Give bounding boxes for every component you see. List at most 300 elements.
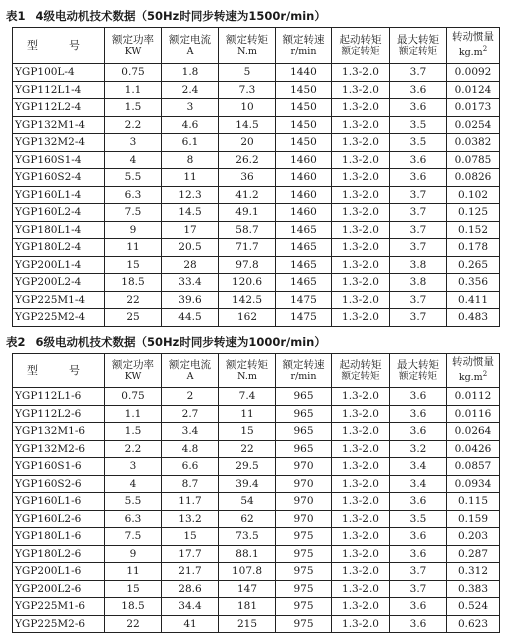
table1-row — [13, 134, 500, 152]
table1-value-cell: 28 — [162, 256, 219, 274]
table2-value-cell: 0.383 — [447, 580, 500, 598]
table1-value-cell: 1460 — [276, 169, 332, 187]
table1-value-cell: 3.5 — [390, 134, 447, 152]
table1-header-unit-superscript: 2 — [482, 45, 488, 54]
table2-value-cell: 0.623 — [447, 615, 500, 633]
table2-value-cell: 13.2 — [162, 510, 219, 528]
table1-value-cell: 1.3-2.0 — [332, 274, 390, 292]
table1-value-cell: 1.8 — [162, 64, 219, 82]
table2-header-line1: 转动惯量 — [452, 356, 494, 369]
table1-header-unit: r/min — [290, 45, 317, 57]
table2-value-cell: 1.3-2.0 — [332, 405, 390, 423]
table2-value-cell: 1.3-2.0 — [332, 493, 390, 511]
table1-value-cell: 0.0254 — [447, 116, 500, 134]
table1-value-cell: 10 — [219, 99, 276, 117]
table1-model-cell: YGP180L2-4 — [13, 239, 105, 257]
table1-value-cell: 1465 — [276, 274, 332, 292]
table1-value-cell: 3.8 — [390, 274, 447, 292]
table2-value-cell: 975 — [276, 563, 332, 581]
table1-value-cell: 142.5 — [219, 291, 276, 309]
table1-header-cell — [276, 28, 332, 64]
table2-row — [13, 598, 500, 616]
table2-header-cell — [276, 354, 332, 388]
table2-value-cell: 0.203 — [447, 528, 500, 546]
table1-value-cell: 44.5 — [162, 309, 219, 327]
table1-value-cell: 0.0124 — [447, 81, 500, 99]
table2-value-cell: 3.4 — [390, 475, 447, 493]
table2-value-cell: 2.2 — [105, 440, 162, 458]
table2-value-cell: 11.7 — [162, 493, 219, 511]
table1-value-cell: 1450 — [276, 99, 332, 117]
table2-header-line2 — [105, 371, 161, 383]
table1-header-cell — [105, 28, 162, 64]
table2-row — [13, 405, 500, 423]
table2-row — [13, 475, 500, 493]
table2-value-cell: 975 — [276, 545, 332, 563]
table2-value-cell: 970 — [276, 493, 332, 511]
table1-value-cell: 1440 — [276, 64, 332, 82]
table2-value-cell: 9 — [105, 545, 162, 563]
table2-header-line1: 最大转矩 — [397, 358, 439, 371]
table1-value-cell: 1.3-2.0 — [332, 99, 390, 117]
table1-value-cell: 8 — [162, 151, 219, 169]
table1-header-row — [13, 28, 500, 64]
table2-model-cell: YGP160S1-6 — [13, 458, 105, 476]
table2-value-cell: 965 — [276, 388, 332, 406]
table1-value-cell: 3.7 — [390, 239, 447, 257]
table2-header-cell — [105, 354, 162, 388]
table1-value-cell: 7.5 — [105, 204, 162, 222]
table1-value-cell: 1.3-2.0 — [332, 239, 390, 257]
table1-value-cell: 3.6 — [390, 169, 447, 187]
table2-value-cell: 1.3-2.0 — [332, 545, 390, 563]
table2-value-cell: 29.5 — [219, 458, 276, 476]
table1-header-line2 — [276, 46, 331, 58]
table1-value-cell: 0.125 — [447, 204, 500, 222]
table2-value-cell: 1.3-2.0 — [332, 528, 390, 546]
table1-row — [13, 239, 500, 257]
table2-header-cell — [447, 354, 500, 388]
table2-model-cell: YGP180L1-6 — [13, 528, 105, 546]
table2-header-unit: r/min — [290, 370, 317, 382]
table1-model-cell: YGP100L-4 — [13, 64, 105, 82]
table2-value-cell: 11 — [105, 563, 162, 581]
table2-value-cell: 7.4 — [219, 388, 276, 406]
table2-header-line1: 额定电流 — [169, 358, 211, 371]
table2-value-cell: 3.6 — [390, 388, 447, 406]
table1-value-cell: 4 — [105, 151, 162, 169]
table1-value-cell: 3.6 — [390, 151, 447, 169]
table1-row — [13, 64, 500, 82]
table2-value-cell: 21.7 — [162, 563, 219, 581]
table1-value-cell: 0.75 — [105, 64, 162, 82]
table2-value-cell: 3.6 — [390, 528, 447, 546]
table1-value-cell: 14.5 — [219, 116, 276, 134]
table2-value-cell: 3.6 — [390, 423, 447, 441]
table2-value-cell: 3.6 — [390, 598, 447, 616]
table1-value-cell: 0.356 — [447, 274, 500, 292]
table2-row — [13, 458, 500, 476]
table1-value-cell: 3.7 — [390, 291, 447, 309]
table1-value-cell: 0.102 — [447, 186, 500, 204]
table1-value-cell: 97.8 — [219, 256, 276, 274]
table2-row — [13, 528, 500, 546]
table2-value-cell: 0.0112 — [447, 388, 500, 406]
table2-row — [13, 615, 500, 633]
table2-header-line2 — [332, 371, 389, 383]
table2-value-cell: 0.115 — [447, 493, 500, 511]
table2-value-cell: 2 — [162, 388, 219, 406]
table1-value-cell: 0.0785 — [447, 151, 500, 169]
table1-value-cell: 26.2 — [219, 151, 276, 169]
table1-model-cell: YGP200L2-4 — [13, 274, 105, 292]
table2-value-cell: 5.5 — [105, 493, 162, 511]
table1-value-cell: 1450 — [276, 81, 332, 99]
table1-header-line2 — [219, 46, 275, 58]
table2-header-cell — [332, 354, 390, 388]
table1-value-cell: 14.5 — [162, 204, 219, 222]
table2-value-cell: 0.312 — [447, 563, 500, 581]
table1-value-cell: 18.5 — [105, 274, 162, 292]
table1-header-cell — [162, 28, 219, 64]
table2-value-cell: 18.5 — [105, 598, 162, 616]
table1-header-line2 — [390, 46, 446, 58]
table1-value-cell: 162 — [219, 309, 276, 327]
table2-value-cell: 28.6 — [162, 580, 219, 598]
table1-value-cell: 1.3-2.0 — [332, 134, 390, 152]
table2-caption-text: 6级电动机技术数据（50Hz时同步转速为1000r/min） — [35, 335, 326, 349]
table1-value-cell: 1.3-2.0 — [332, 81, 390, 99]
table1-value-cell: 120.6 — [219, 274, 276, 292]
table1-model-cell: YGP160L2-4 — [13, 204, 105, 222]
table2-model-cell: YGP132M2-6 — [13, 440, 105, 458]
table1-value-cell: 1.5 — [105, 99, 162, 117]
table2-value-cell: 88.1 — [219, 545, 276, 563]
table1-model-cell: YGP200L1-4 — [13, 256, 105, 274]
table2-header-line2 — [219, 371, 275, 383]
table2-value-cell: 1.3-2.0 — [332, 615, 390, 633]
table2-value-cell: 73.5 — [219, 528, 276, 546]
table2-value-cell: 3.7 — [390, 563, 447, 581]
table1-value-cell: 17 — [162, 221, 219, 239]
table1-row — [13, 169, 500, 187]
table2-header-cell — [390, 354, 447, 388]
table1-value-cell: 1.3-2.0 — [332, 221, 390, 239]
table2-model-cell: YGP132M1-6 — [13, 423, 105, 441]
table2-value-cell: 3.7 — [390, 580, 447, 598]
table2-value-cell: 0.75 — [105, 388, 162, 406]
table2-row — [13, 545, 500, 563]
table1-header-cell — [219, 28, 276, 64]
table1-value-cell: 25 — [105, 309, 162, 327]
table2-header-line2 — [390, 371, 446, 383]
table2-value-cell: 22 — [219, 440, 276, 458]
table1-value-cell: 1.3-2.0 — [332, 151, 390, 169]
table1-value-cell: 3 — [105, 134, 162, 152]
table2-value-cell: 6.6 — [162, 458, 219, 476]
table2-value-cell: 0.287 — [447, 545, 500, 563]
table1-row — [13, 291, 500, 309]
table1-value-cell: 71.7 — [219, 239, 276, 257]
table2-header-unit: 额定转矩 — [398, 370, 437, 382]
table1-value-cell: 3.5 — [390, 116, 447, 134]
table2-header-cell — [13, 354, 105, 388]
table1-row — [13, 256, 500, 274]
table1-value-cell: 4.6 — [162, 116, 219, 134]
table2-model-cell: YGP160S2-6 — [13, 475, 105, 493]
table1-value-cell: 1450 — [276, 116, 332, 134]
table2-header-line1: 型 号 — [27, 363, 90, 377]
table2-model-cell: YGP112L1-6 — [13, 388, 105, 406]
table1-value-cell: 0.411 — [447, 291, 500, 309]
table1-value-cell: 0.152 — [447, 221, 500, 239]
table1-header-line1: 额定转速 — [282, 33, 325, 46]
table1-value-cell: 1.1 — [105, 81, 162, 99]
table2-header-cell — [162, 354, 219, 388]
table1-value-cell: 1460 — [276, 151, 332, 169]
table1-caption-number: 表1 — [6, 9, 26, 23]
table1-value-cell: 1.3-2.0 — [332, 116, 390, 134]
table2-header-line2 — [162, 371, 218, 383]
table2-value-cell: 8.7 — [162, 475, 219, 493]
table2-value-cell: 3.2 — [390, 440, 447, 458]
table2-model-cell: YGP112L2-6 — [13, 405, 105, 423]
table1-value-cell: 39.6 — [162, 291, 219, 309]
table2-value-cell: 11 — [219, 405, 276, 423]
table1-4-pole-motor-data — [12, 27, 500, 327]
table1-value-cell: 22 — [105, 291, 162, 309]
table2-value-cell: 975 — [276, 598, 332, 616]
table2-header-line1: 起动转矩 — [339, 358, 382, 371]
table2-value-cell: 0.524 — [447, 598, 500, 616]
table2-value-cell: 1.3-2.0 — [332, 458, 390, 476]
table1-value-cell: 1.3-2.0 — [332, 169, 390, 187]
table1-value-cell: 3.7 — [390, 186, 447, 204]
table2-header-cell — [219, 354, 276, 388]
table2-row — [13, 510, 500, 528]
table2-value-cell: 17.7 — [162, 545, 219, 563]
table2-model-cell: YGP225M1-6 — [13, 598, 105, 616]
table1-value-cell: 1.3-2.0 — [332, 204, 390, 222]
table1-value-cell: 5.5 — [105, 169, 162, 187]
table1-model-cell: YGP180L1-4 — [13, 221, 105, 239]
table1-value-cell: 3.7 — [390, 64, 447, 82]
table2-value-cell: 965 — [276, 405, 332, 423]
table1-value-cell: 1.3-2.0 — [332, 186, 390, 204]
table2-header-row — [13, 354, 500, 388]
table2-model-cell: YGP180L2-6 — [13, 545, 105, 563]
table2-value-cell: 3.6 — [390, 493, 447, 511]
table1-row — [13, 81, 500, 99]
table1-value-cell: 3.7 — [390, 204, 447, 222]
table2-value-cell: 62 — [219, 510, 276, 528]
table2-value-cell: 15 — [219, 423, 276, 441]
table2-model-cell: YGP200L1-6 — [13, 563, 105, 581]
table2-header-unit: 额定转矩 — [341, 370, 380, 382]
table1-row — [13, 116, 500, 134]
table1-value-cell: 15 — [105, 256, 162, 274]
table1-header-cell — [13, 28, 105, 64]
table1-caption — [6, 8, 326, 24]
table1-value-cell: 3.7 — [390, 221, 447, 239]
table1-value-cell: 3.8 — [390, 256, 447, 274]
table2-header-line2 — [447, 368, 499, 384]
table1-model-cell: YGP112L2-4 — [13, 99, 105, 117]
table2-value-cell: 215 — [219, 615, 276, 633]
table1-value-cell: 1460 — [276, 186, 332, 204]
table2-value-cell: 3.6 — [390, 615, 447, 633]
table1-value-cell: 6.1 — [162, 134, 219, 152]
table2-model-cell: YGP200L2-6 — [13, 580, 105, 598]
table1-value-cell: 1.3-2.0 — [332, 291, 390, 309]
table2-value-cell: 970 — [276, 458, 332, 476]
table2-row — [13, 423, 500, 441]
table2-value-cell: 7.5 — [105, 528, 162, 546]
table1-row — [13, 309, 500, 327]
table2-header-unit: A — [186, 370, 194, 382]
table1-value-cell: 3.6 — [390, 81, 447, 99]
table1-value-cell: 1475 — [276, 291, 332, 309]
table2-value-cell: 107.8 — [219, 563, 276, 581]
table1-row — [13, 204, 500, 222]
table1-header-line2 — [447, 43, 499, 59]
table2-header-line1: 额定功率 — [112, 358, 154, 371]
table2-value-cell: 965 — [276, 423, 332, 441]
table2-header-unit: KW — [124, 370, 142, 382]
table2-model-cell: YGP160L1-6 — [13, 493, 105, 511]
table1-value-cell: 20.5 — [162, 239, 219, 257]
table1-model-cell: YGP112L1-4 — [13, 81, 105, 99]
table2-value-cell: 3.6 — [390, 545, 447, 563]
table1-model-cell: YGP225M1-4 — [13, 291, 105, 309]
table1-header-unit: N.m — [237, 45, 257, 57]
table1-value-cell: 1.3-2.0 — [332, 64, 390, 82]
table1-value-cell: 11 — [105, 239, 162, 257]
table2-value-cell: 0.0116 — [447, 405, 500, 423]
table1-header-unit: kg.m — [458, 47, 483, 59]
table2-model-cell: YGP225M2-6 — [13, 615, 105, 633]
table2-value-cell: 975 — [276, 580, 332, 598]
table2-value-cell: 3.6 — [390, 405, 447, 423]
table2-value-cell: 0.0857 — [447, 458, 500, 476]
table1-value-cell: 1.3-2.0 — [332, 309, 390, 327]
table1-value-cell: 33.4 — [162, 274, 219, 292]
table1-header-unit: KW — [124, 45, 142, 57]
table1-value-cell: 1465 — [276, 256, 332, 274]
table2-value-cell: 3.4 — [390, 458, 447, 476]
table2-value-cell: 965 — [276, 440, 332, 458]
table1-value-cell: 3 — [162, 99, 219, 117]
table2-value-cell: 34.4 — [162, 598, 219, 616]
table2-6-pole-motor-data — [12, 353, 500, 633]
table1-model-cell: YGP160S2-4 — [13, 169, 105, 187]
table1-value-cell: 0.0173 — [447, 99, 500, 117]
table2-body — [13, 388, 500, 633]
table2-value-cell: 147 — [219, 580, 276, 598]
table1-value-cell: 1.3-2.0 — [332, 256, 390, 274]
table2-value-cell: 15 — [105, 580, 162, 598]
table1-value-cell: 1460 — [276, 204, 332, 222]
table1-value-cell: 9 — [105, 221, 162, 239]
table1-row — [13, 151, 500, 169]
table1-value-cell: 11 — [162, 169, 219, 187]
table1-row — [13, 221, 500, 239]
table2-value-cell: 970 — [276, 475, 332, 493]
table2-value-cell: 15 — [162, 528, 219, 546]
table2-row — [13, 580, 500, 598]
table2-header-line1: 额定转速 — [282, 358, 325, 371]
table2-value-cell: 22 — [105, 615, 162, 633]
table2-value-cell: 975 — [276, 528, 332, 546]
table1-value-cell: 2.4 — [162, 81, 219, 99]
table2-row — [13, 563, 500, 581]
table1-header-cell — [447, 28, 500, 64]
table1-header-line1: 起动转矩 — [339, 33, 382, 46]
table1-value-cell: 1475 — [276, 309, 332, 327]
table1-value-cell: 0.0382 — [447, 134, 500, 152]
table2-value-cell: 181 — [219, 598, 276, 616]
table1-value-cell: 3.6 — [390, 99, 447, 117]
table1-header-line2 — [332, 46, 389, 58]
table2-value-cell: 6.3 — [105, 510, 162, 528]
table2-model-cell: YGP160L2-6 — [13, 510, 105, 528]
table1-model-cell: YGP132M2-4 — [13, 134, 105, 152]
table2-header-unit: kg.m — [458, 372, 483, 384]
table2-value-cell: 1.3-2.0 — [332, 475, 390, 493]
table2-value-cell: 975 — [276, 615, 332, 633]
table2-value-cell: 39.4 — [219, 475, 276, 493]
table1-value-cell: 0.0092 — [447, 64, 500, 82]
table2-value-cell: 1.3-2.0 — [332, 423, 390, 441]
table2-value-cell: 4 — [105, 475, 162, 493]
table2-header-line1: 额定转矩 — [226, 358, 268, 371]
table1-model-cell: YGP132M1-4 — [13, 116, 105, 134]
table1-value-cell: 0.483 — [447, 309, 500, 327]
table1-header-unit: A — [186, 45, 194, 57]
table1-value-cell: 0.265 — [447, 256, 500, 274]
table2-value-cell: 1.3-2.0 — [332, 440, 390, 458]
table2-value-cell: 0.159 — [447, 510, 500, 528]
table1-header-cell — [332, 28, 390, 64]
table2-header-unit: N.m — [237, 370, 257, 382]
table1-value-cell: 3.7 — [390, 309, 447, 327]
table2-value-cell: 1.3-2.0 — [332, 563, 390, 581]
table1-model-cell: YGP160S1-4 — [13, 151, 105, 169]
table2-row — [13, 388, 500, 406]
table1-header-cell — [390, 28, 447, 64]
table1-header-line2 — [105, 46, 161, 58]
table2-value-cell: 0.0934 — [447, 475, 500, 493]
table2-value-cell: 41 — [162, 615, 219, 633]
table2-header-line2 — [276, 371, 331, 383]
table1-value-cell: 58.7 — [219, 221, 276, 239]
table1-header-line1: 额定转矩 — [226, 33, 268, 46]
table1-value-cell: 20 — [219, 134, 276, 152]
table2-value-cell: 54 — [219, 493, 276, 511]
table1-header-line1: 型 号 — [27, 38, 90, 52]
table1-value-cell: 5 — [219, 64, 276, 82]
table2-value-cell: 1.1 — [105, 405, 162, 423]
table1-value-cell: 2.2 — [105, 116, 162, 134]
table1-value-cell: 36 — [219, 169, 276, 187]
table1-header-line1: 额定功率 — [112, 33, 154, 46]
table1-value-cell: 6.3 — [105, 186, 162, 204]
table2-value-cell: 0.0264 — [447, 423, 500, 441]
table2-value-cell: 1.3-2.0 — [332, 388, 390, 406]
table1-header-unit: 额定转矩 — [341, 45, 380, 57]
table1-value-cell: 7.3 — [219, 81, 276, 99]
table1-row — [13, 274, 500, 292]
